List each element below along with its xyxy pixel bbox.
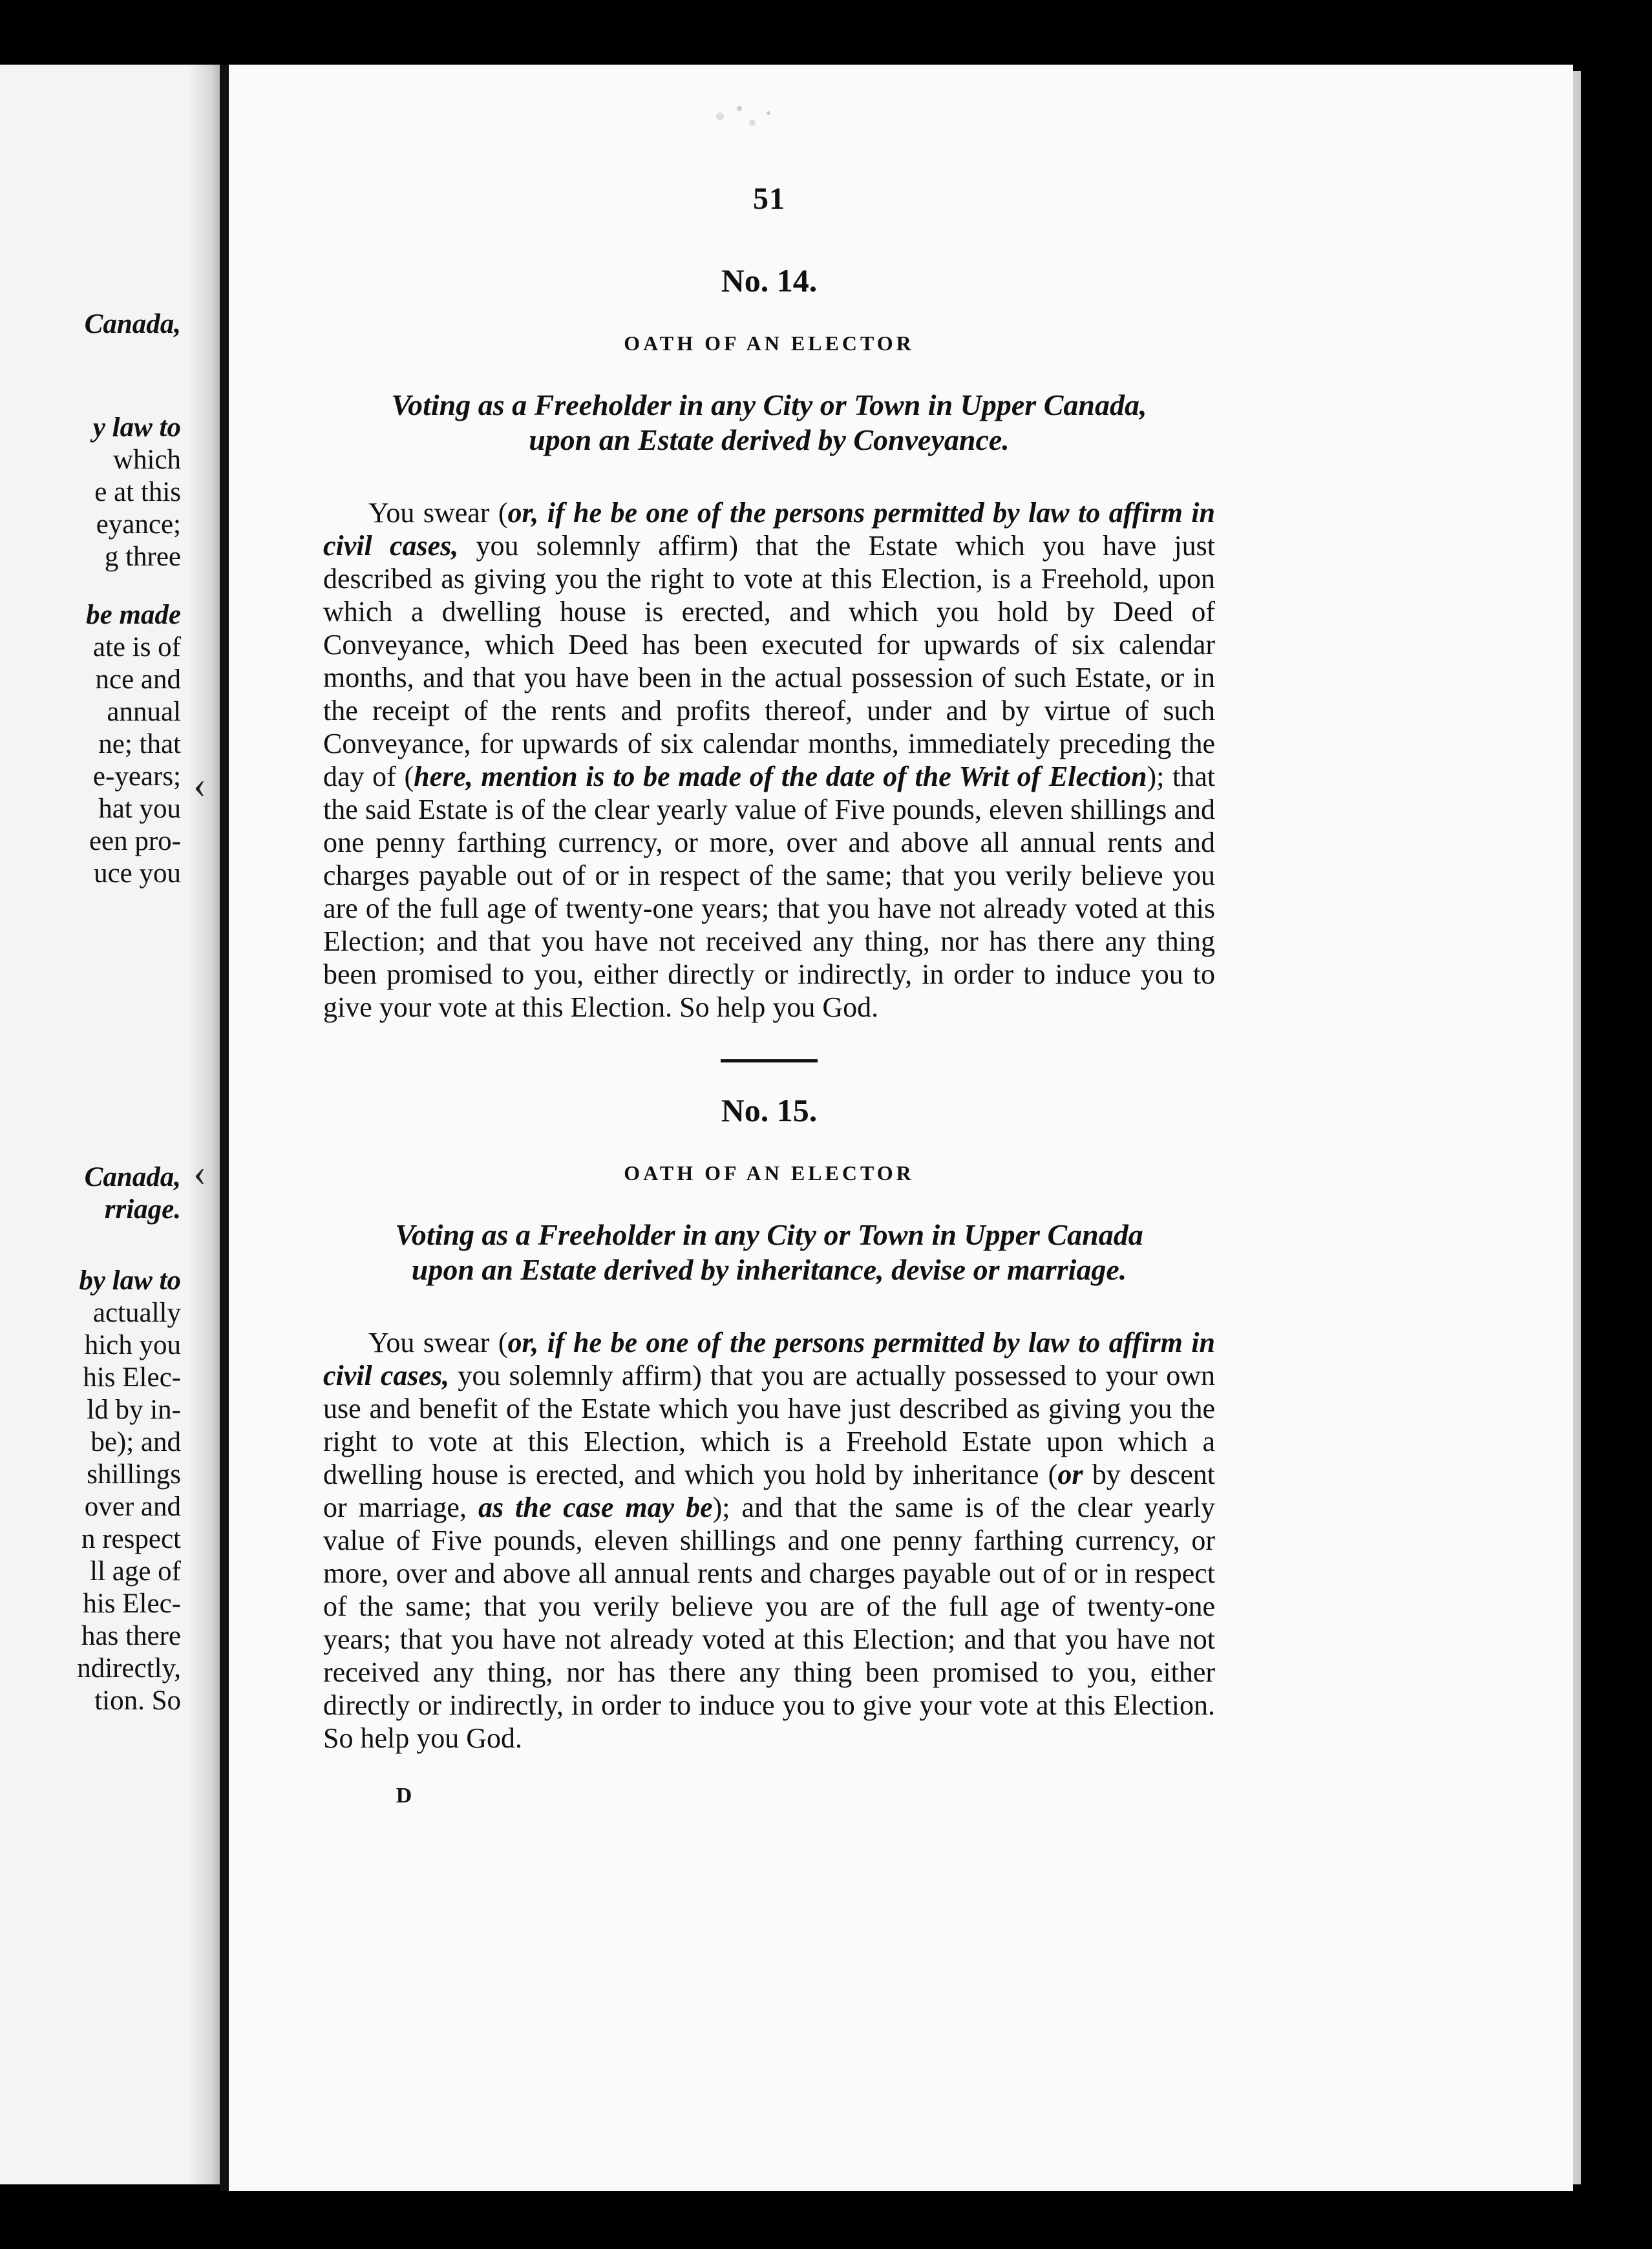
- left-page-text: [0, 65, 187, 2184]
- left-page-line: which: [112, 445, 181, 475]
- subtitle-line: Voting as a Freeholder in any City or Town in Upper Canada: [395, 1218, 1143, 1251]
- binding-mark: ‹: [193, 1151, 206, 1194]
- left-page-line: be made: [86, 600, 181, 630]
- left-page-line: over and: [84, 1492, 181, 1522]
- text-run: You swear (: [368, 497, 508, 529]
- left-page-fragment: [0, 65, 229, 2184]
- italic-text-run: or: [1057, 1459, 1083, 1490]
- oath-paragraph: [323, 496, 1215, 1024]
- subtitle-line: Voting as a Freeholder in any City or Town in Upper Canada,: [391, 388, 1147, 421]
- left-page-line: annual: [107, 697, 181, 727]
- left-page-line: eyance;: [96, 509, 181, 540]
- left-page-line: has there: [81, 1621, 181, 1651]
- left-page-line: ld by in-: [87, 1395, 181, 1425]
- page-number: 51: [753, 182, 785, 216]
- page-content: [323, 181, 1215, 1808]
- left-page-line: ate is of: [92, 632, 181, 662]
- left-page-line: tion. So: [94, 1685, 181, 1716]
- left-page-line: ndirectly,: [77, 1653, 181, 1684]
- left-page-line: y law to: [92, 412, 181, 443]
- italic-text-run: here, mention is to be made of the date of the Writ of Election: [414, 761, 1147, 792]
- section-oath-14: [323, 262, 1215, 1024]
- left-page-line: nce and: [95, 664, 181, 695]
- left-page-line: e at this: [94, 477, 181, 507]
- italic-text-run: or, if he be one of the persons permitted by law to affirm in civil cases,: [323, 497, 1215, 562]
- left-page-line: his Elec-: [83, 1362, 181, 1393]
- italic-text-run: or, if he be one of the persons permitted by law to affirm in civil cases,: [323, 1327, 1215, 1391]
- left-page-line: een pro-: [89, 826, 181, 856]
- text-run: you solemnly affirm) that you are actually possessed to your own use and benefit of the Estate which you have just described as giving you the right to vote at this Election, which is a Freehold Estate upon which a dwelling house is erected, and which you hold by inheritance (: [323, 1360, 1215, 1490]
- oath-paragraph: [323, 1326, 1215, 1755]
- section-subtitle: [323, 1218, 1215, 1287]
- subtitle-line: upon an Estate derived by inheritance, devise or marriage.: [411, 1253, 1127, 1286]
- left-page-line: hich you: [84, 1330, 181, 1360]
- left-page-line: rriage.: [104, 1194, 181, 1225]
- text-run: ); that the said Estate is of the clear yearly value of Five pounds, eleven shillings and one penny farthing currency, or more, over and above all annual rents and charges payable out of or in respect of the same; that you verily believe you are of the full age of twenty-one years; that you have not already voted at this Election; and that you have not received any thing, nor has there any thing been promised to you, either directly or indirectly, in order to induce you to give your vote at this Election. So help you God.: [323, 761, 1215, 1023]
- section-oath-15: [323, 1092, 1215, 1755]
- left-page-line: n respect: [81, 1524, 181, 1554]
- text-run: You swear (: [368, 1327, 508, 1358]
- text-run: by descent or marriage,: [323, 1459, 1216, 1523]
- left-page-line: ll age of: [90, 1556, 181, 1587]
- left-page-line: actually: [92, 1298, 181, 1328]
- section-number: No. 14.: [721, 262, 818, 299]
- italic-text-run: as the case may be: [478, 1492, 713, 1523]
- printer-signature: D: [396, 1784, 412, 1808]
- left-page-line: his Elec-: [83, 1589, 181, 1619]
- section-heading: OATH OF AN ELECTOR: [624, 332, 915, 355]
- left-page-line: Canada,: [84, 1162, 181, 1192]
- subtitle-line: upon an Estate derived by Conveyance.: [529, 423, 1010, 456]
- left-page-line: ne; that: [98, 729, 181, 759]
- left-page-line: g three: [104, 542, 181, 572]
- section-subtitle: [323, 388, 1215, 458]
- left-page-line: e-years;: [92, 761, 181, 792]
- print-speck: [707, 97, 785, 136]
- section-heading: OATH OF AN ELECTOR: [624, 1161, 915, 1185]
- left-page-line: Canada,: [84, 309, 181, 339]
- left-page-line: uce you: [94, 858, 181, 889]
- section-number: No. 15.: [721, 1092, 818, 1128]
- left-page-line: shillings: [87, 1459, 181, 1490]
- left-page-line: hat you: [98, 794, 181, 824]
- text-run: you solemnly affirm) that the Estate which you have just described as giving you the right to vote at this Election, is a Freehold, upon which a dwelling house is erected, and which you hold by Deed of Conveyance, which Deed has been executed for upwards of six calendar months, and that you have been in the actual possession of such Estate, or in the receipt of the rents and profits thereof, under and by virtue of such Conveyance, for upwards of six calendar months, immediately preceding the day of (: [323, 530, 1215, 792]
- left-page-line: be); and: [90, 1427, 181, 1457]
- section-divider: [721, 1059, 818, 1062]
- binding-mark: ‹: [193, 763, 206, 806]
- text-run: ); and that the same is of the clear yearly value of Five pounds, eleven shillings and one penny farthing currency, or more, over and above all annual rents and charges payable out of or in respect of the same; that you verily believe you are of the full age of twenty-one years; that you have not already voted at this Election; and that you have not received any thing, nor has there any thing been promised to you, either directly or indirectly, in order to induce you to give your vote at this Election. So help you God.: [323, 1492, 1216, 1754]
- left-page-line: by law to: [79, 1265, 181, 1296]
